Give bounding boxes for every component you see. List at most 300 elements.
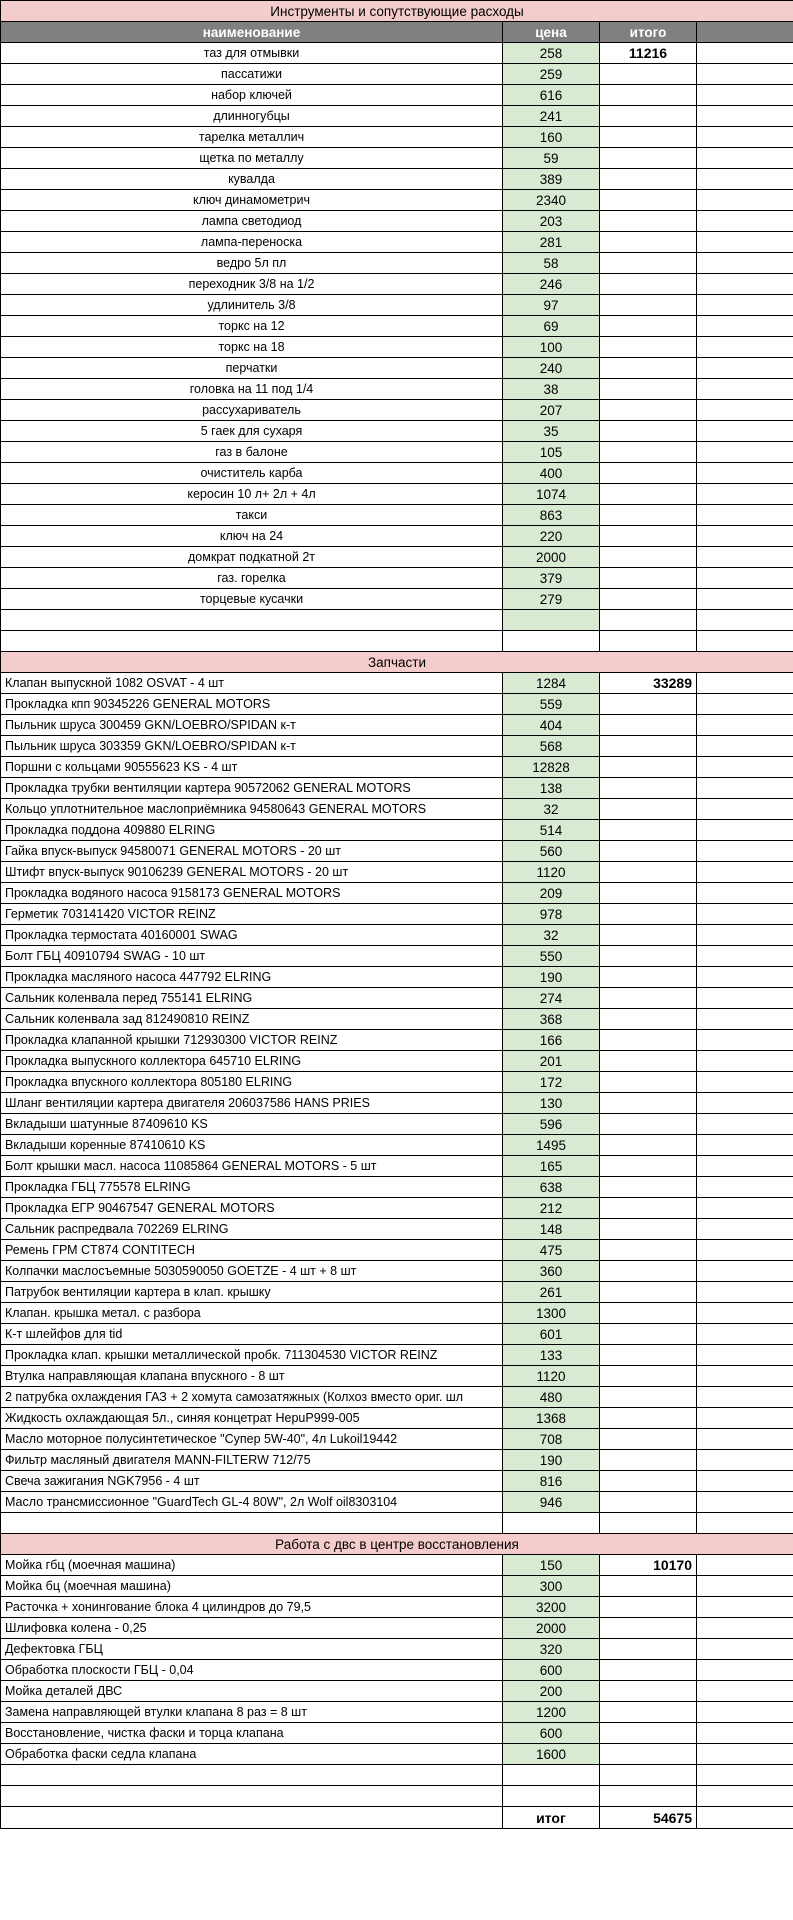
empty-cell[interactable] (600, 1702, 697, 1723)
item-name-cell[interactable]: Кольцо уплотнительное маслоприёмника 94580643 GENERAL MOTORS (1, 799, 503, 820)
item-price-cell[interactable]: 97 (503, 295, 600, 316)
empty-cell[interactable] (600, 232, 697, 253)
empty-cell[interactable] (697, 1282, 793, 1303)
item-name-cell[interactable]: Колпачки маслосъемные 5030590050 GOETZE - 4 шт + 8 шт (1, 1261, 503, 1282)
item-price-cell[interactable]: 863 (503, 505, 600, 526)
empty-cell[interactable] (697, 547, 793, 568)
header-total[interactable]: итого (600, 22, 697, 43)
item-price-cell[interactable]: 274 (503, 988, 600, 1009)
empty-cell[interactable] (600, 253, 697, 274)
item-price-cell[interactable]: 261 (503, 1282, 600, 1303)
item-name-cell[interactable]: тарелка металлич (1, 127, 503, 148)
item-name-cell[interactable]: керосин 10 л+ 2л + 4л (1, 484, 503, 505)
empty-cell[interactable] (697, 526, 793, 547)
item-name-cell[interactable]: Мойка деталей ДВС (1, 1681, 503, 1702)
empty-cell[interactable] (697, 127, 793, 148)
item-name-cell[interactable]: Замена направляющей втулки клапана 8 раз = 8 шт (1, 1702, 503, 1723)
item-price-cell[interactable]: 550 (503, 946, 600, 967)
empty-cell[interactable] (697, 673, 793, 694)
empty-cell[interactable] (697, 883, 793, 904)
empty-cell[interactable] (697, 1681, 793, 1702)
item-name-cell[interactable]: ключ динамометрич (1, 190, 503, 211)
item-price-cell[interactable]: 209 (503, 883, 600, 904)
empty-cell[interactable] (600, 1198, 697, 1219)
item-name-cell[interactable]: Масло моторное полусинтетическое "Супер 5W-40", 4л Lukoil19442 (1, 1429, 503, 1450)
item-name-cell[interactable]: переходник 3/8 на 1/2 (1, 274, 503, 295)
empty-cell[interactable] (600, 337, 697, 358)
empty-cell[interactable] (600, 988, 697, 1009)
item-name-cell[interactable]: Мойка бц (моечная машина) (1, 1576, 503, 1597)
empty-cell[interactable] (697, 1702, 793, 1723)
item-name-cell[interactable]: 2 патрубка охлаждения ГАЗ + 2 хомута самозатяжных (Колхоз вместо ориг. шл (1, 1387, 503, 1408)
item-price-cell[interactable]: 212 (503, 1198, 600, 1219)
item-price-cell[interactable]: 514 (503, 820, 600, 841)
empty-cell[interactable] (600, 1492, 697, 1513)
item-name-cell[interactable]: Прокладка водяного насоса 9158173 GENERAL MOTORS (1, 883, 503, 904)
grand-total-label[interactable]: итог (503, 1807, 600, 1829)
item-price-cell[interactable]: 279 (503, 589, 600, 610)
empty-cell[interactable] (697, 988, 793, 1009)
empty-cell[interactable] (600, 1030, 697, 1051)
item-name-cell[interactable]: Клапан выпускной 1082 OSVAT - 4 шт (1, 673, 503, 694)
empty-cell[interactable] (600, 1051, 697, 1072)
works-section-title[interactable]: Работа с двс в центре восстановления (1, 1534, 793, 1555)
empty-cell[interactable] (600, 1135, 697, 1156)
item-price-cell[interactable]: 1600 (503, 1744, 600, 1765)
empty-cell[interactable] (600, 1618, 697, 1639)
empty-cell[interactable] (600, 862, 697, 883)
item-price-cell[interactable]: 133 (503, 1345, 600, 1366)
works-total-cell[interactable]: 10170 (600, 1555, 697, 1576)
item-name-cell[interactable]: Обработка фаски седла клапана (1, 1744, 503, 1765)
item-price-cell[interactable]: 404 (503, 715, 600, 736)
empty-cell[interactable] (600, 1093, 697, 1114)
empty-cell[interactable] (697, 967, 793, 988)
item-price-cell[interactable]: 200 (503, 1681, 600, 1702)
empty-cell[interactable] (697, 757, 793, 778)
empty-cell[interactable] (697, 1660, 793, 1681)
empty-cell[interactable] (697, 1450, 793, 1471)
item-price-cell[interactable]: 568 (503, 736, 600, 757)
empty-cell[interactable] (600, 127, 697, 148)
empty-cell[interactable] (600, 736, 697, 757)
item-price-cell[interactable]: 475 (503, 1240, 600, 1261)
item-name-cell[interactable]: торкс на 18 (1, 337, 503, 358)
empty-cell[interactable] (697, 148, 793, 169)
empty-cell[interactable] (600, 1723, 697, 1744)
item-price-cell[interactable]: 12828 (503, 757, 600, 778)
item-name-cell[interactable]: торкс на 12 (1, 316, 503, 337)
item-price-cell[interactable]: 148 (503, 1219, 600, 1240)
empty-cell[interactable] (600, 841, 697, 862)
item-price-cell[interactable]: 241 (503, 106, 600, 127)
empty-cell[interactable] (600, 568, 697, 589)
item-price-cell[interactable]: 601 (503, 1324, 600, 1345)
item-name-cell[interactable]: Шлифовка колена - 0,25 (1, 1618, 503, 1639)
item-name-cell[interactable]: Поршни с кольцами 90555623 KS - 4 шт (1, 757, 503, 778)
item-name-cell[interactable]: головка на 11 под 1/4 (1, 379, 503, 400)
empty-cell[interactable] (697, 1429, 793, 1450)
empty-cell[interactable] (697, 736, 793, 757)
empty-cell[interactable] (697, 442, 793, 463)
empty-cell[interactable] (600, 463, 697, 484)
empty-cell[interactable] (697, 715, 793, 736)
header-price[interactable]: цена (503, 22, 600, 43)
item-name-cell[interactable]: К-т шлейфов для tid (1, 1324, 503, 1345)
item-price-cell[interactable]: 320 (503, 1639, 600, 1660)
empty-cell[interactable] (600, 85, 697, 106)
item-price-cell[interactable]: 616 (503, 85, 600, 106)
item-price-cell[interactable]: 207 (503, 400, 600, 421)
empty-cell[interactable] (697, 1009, 793, 1030)
empty-cell[interactable] (600, 526, 697, 547)
empty-cell[interactable] (697, 568, 793, 589)
empty-cell[interactable] (697, 1219, 793, 1240)
empty-cell[interactable] (697, 1639, 793, 1660)
empty-cell[interactable] (697, 337, 793, 358)
item-price-cell[interactable]: 1074 (503, 484, 600, 505)
item-price-cell[interactable]: 58 (503, 253, 600, 274)
item-name-cell[interactable]: Фильтр масляный двигателя MANN-FILTERW 712/75 (1, 1450, 503, 1471)
empty-cell[interactable] (600, 169, 697, 190)
item-price-cell[interactable]: 1368 (503, 1408, 600, 1429)
empty-cell[interactable] (697, 169, 793, 190)
item-price-cell[interactable]: 1495 (503, 1135, 600, 1156)
grand-total-empty[interactable] (697, 1807, 793, 1829)
header-name[interactable]: наименование (1, 22, 503, 43)
empty-cell[interactable] (600, 1177, 697, 1198)
empty-cell[interactable] (600, 505, 697, 526)
empty-cell[interactable] (697, 1030, 793, 1051)
item-name-cell[interactable]: Прокладка впускного коллектора 805180 ELRING (1, 1072, 503, 1093)
empty-cell[interactable] (697, 1744, 793, 1765)
empty-cell[interactable] (600, 1660, 697, 1681)
empty-cell[interactable] (600, 589, 697, 610)
item-price-cell[interactable]: 600 (503, 1723, 600, 1744)
item-price-cell[interactable]: 32 (503, 925, 600, 946)
empty-cell[interactable] (600, 1303, 697, 1324)
item-name-cell[interactable]: Прокладка масляного насоса 447792 ELRING (1, 967, 503, 988)
item-price-cell[interactable]: 38 (503, 379, 600, 400)
empty-cell[interactable] (600, 1450, 697, 1471)
item-name-cell[interactable]: лампа-переноска (1, 232, 503, 253)
item-price-cell[interactable]: 100 (503, 337, 600, 358)
item-price-cell[interactable]: 400 (503, 463, 600, 484)
empty-cell[interactable] (600, 820, 697, 841)
item-name-cell[interactable]: длинногубцы (1, 106, 503, 127)
empty-cell[interactable] (600, 358, 697, 379)
empty-cell[interactable] (600, 1219, 697, 1240)
empty-cell[interactable] (697, 1051, 793, 1072)
item-name-cell[interactable]: Дефектовка ГБЦ (1, 1639, 503, 1660)
item-name-cell[interactable]: Свеча зажигания NGK7956 - 4 шт (1, 1471, 503, 1492)
item-name-cell[interactable]: Прокладка клап. крышки металлической пробк. 711304530 VICTOR REINZ (1, 1345, 503, 1366)
item-name-cell[interactable]: Расточка + хонингование блока 4 цилиндров до 79,5 (1, 1597, 503, 1618)
item-price-cell[interactable]: 160 (503, 127, 600, 148)
item-name-cell[interactable]: перчатки (1, 358, 503, 379)
empty-cell[interactable] (600, 106, 697, 127)
empty-cell[interactable] (697, 1303, 793, 1324)
item-name-cell[interactable]: Пыльник шруса 300459 GKN/LOEBRO/SPIDAN к-т (1, 715, 503, 736)
empty-cell[interactable] (697, 85, 793, 106)
empty-cell[interactable] (600, 1639, 697, 1660)
item-price-cell[interactable]: 172 (503, 1072, 600, 1093)
item-name-cell[interactable]: торцевые кусачки (1, 589, 503, 610)
empty-cell[interactable] (600, 1282, 697, 1303)
item-price-cell[interactable]: 2000 (503, 547, 600, 568)
item-name-cell[interactable]: такси (1, 505, 503, 526)
item-name-cell[interactable]: Прокладка ЕГР 90467547 GENERAL MOTORS (1, 1198, 503, 1219)
empty-cell[interactable] (697, 400, 793, 421)
item-price-cell[interactable]: 638 (503, 1177, 600, 1198)
item-price-cell[interactable]: 559 (503, 694, 600, 715)
item-name-cell[interactable]: ведро 5л пл (1, 253, 503, 274)
item-name-cell[interactable]: кувалда (1, 169, 503, 190)
item-price-cell[interactable]: 2340 (503, 190, 600, 211)
item-name-cell[interactable]: набор ключей (1, 85, 503, 106)
empty-cell[interactable] (600, 1408, 697, 1429)
empty-cell[interactable] (600, 1366, 697, 1387)
item-name-cell[interactable]: Болт крышки масл. насоса 11085864 GENERAL MOTORS - 5 шт (1, 1156, 503, 1177)
empty-cell[interactable] (600, 715, 697, 736)
item-name-cell[interactable]: газ. горелка (1, 568, 503, 589)
item-name-cell[interactable]: Обработка плоскости ГБЦ - 0,04 (1, 1660, 503, 1681)
empty-cell[interactable] (600, 1744, 697, 1765)
item-name-cell[interactable]: Пыльник шруса 303359 GKN/LOEBRO/SPIDAN к-т (1, 736, 503, 757)
empty-cell[interactable] (697, 64, 793, 85)
empty-cell[interactable] (600, 883, 697, 904)
empty-cell[interactable] (697, 421, 793, 442)
empty-cell[interactable] (697, 1240, 793, 1261)
item-price-cell[interactable]: 59 (503, 148, 600, 169)
item-price-cell[interactable]: 138 (503, 778, 600, 799)
item-price-cell[interactable]: 150 (503, 1555, 600, 1576)
empty-cell[interactable] (697, 694, 793, 715)
item-price-cell[interactable]: 1284 (503, 673, 600, 694)
item-name-cell[interactable]: Мойка гбц (моечная машина) (1, 1555, 503, 1576)
item-price-cell[interactable]: 946 (503, 1492, 600, 1513)
item-name-cell[interactable]: пассатижи (1, 64, 503, 85)
item-price-cell[interactable]: 816 (503, 1471, 600, 1492)
item-name-cell[interactable]: домкрат подкатной 2т (1, 547, 503, 568)
parts-total-cell[interactable]: 33289 (600, 673, 697, 694)
item-name-cell[interactable]: Клапан. крышка метал. с разбора (1, 1303, 503, 1324)
tools-total-cell[interactable]: 11216 (600, 43, 697, 64)
empty-cell[interactable] (697, 274, 793, 295)
item-price-cell[interactable]: 560 (503, 841, 600, 862)
empty-cell[interactable] (697, 904, 793, 925)
empty-cell[interactable] (697, 106, 793, 127)
item-name-cell[interactable]: Прокладка клапанной крышки 712930300 VICTOR REINZ (1, 1030, 503, 1051)
item-name-cell[interactable]: 5 гаек для сухаря (1, 421, 503, 442)
empty-cell[interactable] (697, 1261, 793, 1282)
empty-cell[interactable] (600, 379, 697, 400)
empty-cell[interactable] (600, 1681, 697, 1702)
item-name-cell[interactable]: Втулка направляющая клапана впускного - 8 шт (1, 1366, 503, 1387)
empty-cell[interactable] (600, 1471, 697, 1492)
item-price-cell[interactable]: 259 (503, 64, 600, 85)
item-name-cell[interactable]: Сальник коленвала зад 812490810 REINZ (1, 1009, 503, 1030)
empty-cell[interactable] (697, 43, 793, 64)
item-name-cell[interactable]: Болт ГБЦ 40910794 SWAG - 10 шт (1, 946, 503, 967)
empty-cell[interactable] (697, 841, 793, 862)
item-price-cell[interactable]: 166 (503, 1030, 600, 1051)
empty-cell[interactable] (600, 904, 697, 925)
empty-cell[interactable] (600, 925, 697, 946)
empty-cell[interactable] (697, 484, 793, 505)
empty-cell[interactable] (697, 1576, 793, 1597)
empty-cell[interactable] (697, 1093, 793, 1114)
item-price-cell[interactable]: 3200 (503, 1597, 600, 1618)
empty-cell[interactable] (600, 1156, 697, 1177)
empty-cell[interactable] (697, 1366, 793, 1387)
empty-cell[interactable] (697, 589, 793, 610)
item-price-cell[interactable]: 258 (503, 43, 600, 64)
item-price-cell[interactable]: 300 (503, 1576, 600, 1597)
item-name-cell[interactable]: Прокладка термостата 40160001 SWAG (1, 925, 503, 946)
empty-cell[interactable] (600, 1072, 697, 1093)
item-price-cell[interactable]: 246 (503, 274, 600, 295)
item-name-cell[interactable]: рассухариватель (1, 400, 503, 421)
item-name-cell[interactable]: Восстановление, чистка фаски и торца клапана (1, 1723, 503, 1744)
item-name-cell[interactable]: Гайка впуск-выпуск 94580071 GENERAL MOTORS - 20 шт (1, 841, 503, 862)
empty-cell[interactable] (697, 1177, 793, 1198)
item-name-cell[interactable]: Ремень ГРМ CT874 CONTITECH (1, 1240, 503, 1261)
grand-total-spacer[interactable] (1, 1807, 503, 1829)
empty-cell[interactable] (697, 1114, 793, 1135)
empty-cell[interactable] (697, 1345, 793, 1366)
item-name-cell[interactable]: Прокладка ГБЦ 775578 ELRING (1, 1177, 503, 1198)
item-name-cell[interactable]: Сальник распредвала 702269 ELRING (1, 1219, 503, 1240)
item-price-cell[interactable]: 35 (503, 421, 600, 442)
item-price-cell[interactable]: 360 (503, 1261, 600, 1282)
empty-cell[interactable] (697, 379, 793, 400)
empty-cell[interactable] (600, 547, 697, 568)
item-price-cell[interactable]: 600 (503, 1660, 600, 1681)
item-price-cell[interactable]: 220 (503, 526, 600, 547)
item-name-cell[interactable]: Прокладка выпускного коллектора 645710 ELRING (1, 1051, 503, 1072)
item-name-cell[interactable]: Вкладыши коренные 87410610 KS (1, 1135, 503, 1156)
item-price-cell[interactable]: 1300 (503, 1303, 600, 1324)
empty-cell[interactable] (697, 1618, 793, 1639)
grand-total-value[interactable]: 54675 (600, 1807, 697, 1829)
empty-cell[interactable] (697, 925, 793, 946)
empty-cell[interactable] (697, 820, 793, 841)
item-name-cell[interactable]: Масло трансмиссионное "GuardTech GL-4 80W", 2л Wolf oil8303104 (1, 1492, 503, 1513)
empty-cell[interactable] (697, 463, 793, 484)
item-name-cell[interactable]: Прокладка кпп 90345226 GENERAL MOTORS (1, 694, 503, 715)
empty-cell[interactable] (600, 295, 697, 316)
parts-section-title[interactable]: Запчасти (1, 652, 793, 673)
empty-cell[interactable] (697, 1198, 793, 1219)
item-price-cell[interactable]: 389 (503, 169, 600, 190)
item-price-cell[interactable]: 1200 (503, 1702, 600, 1723)
empty-cell[interactable] (600, 64, 697, 85)
empty-cell[interactable] (697, 946, 793, 967)
empty-cell[interactable] (697, 505, 793, 526)
item-name-cell[interactable]: газ в балоне (1, 442, 503, 463)
empty-cell[interactable] (697, 1555, 793, 1576)
item-name-cell[interactable]: щетка по металлу (1, 148, 503, 169)
empty-cell[interactable] (697, 190, 793, 211)
item-price-cell[interactable]: 1120 (503, 1366, 600, 1387)
item-price-cell[interactable]: 379 (503, 568, 600, 589)
empty-cell[interactable] (600, 148, 697, 169)
item-price-cell[interactable]: 978 (503, 904, 600, 925)
empty-cell[interactable] (600, 799, 697, 820)
empty-cell[interactable] (697, 1471, 793, 1492)
item-price-cell[interactable]: 708 (503, 1429, 600, 1450)
empty-cell[interactable] (697, 316, 793, 337)
item-name-cell[interactable]: лампа светодиод (1, 211, 503, 232)
empty-cell[interactable] (600, 1240, 697, 1261)
empty-cell[interactable] (600, 400, 697, 421)
item-price-cell[interactable]: 201 (503, 1051, 600, 1072)
item-price-cell[interactable]: 1120 (503, 862, 600, 883)
item-price-cell[interactable]: 165 (503, 1156, 600, 1177)
empty-cell[interactable] (600, 946, 697, 967)
item-name-cell[interactable]: очиститель карба (1, 463, 503, 484)
empty-cell[interactable] (600, 190, 697, 211)
empty-cell[interactable] (697, 1723, 793, 1744)
item-name-cell[interactable]: таз для отмывки (1, 43, 503, 64)
item-price-cell[interactable]: 596 (503, 1114, 600, 1135)
item-name-cell[interactable]: удлинитель 3/8 (1, 295, 503, 316)
empty-cell[interactable] (600, 694, 697, 715)
header-empty[interactable] (697, 22, 793, 43)
empty-cell[interactable] (697, 358, 793, 379)
empty-cell[interactable] (697, 1387, 793, 1408)
empty-cell[interactable] (697, 232, 793, 253)
empty-cell[interactable] (697, 1324, 793, 1345)
item-name-cell[interactable]: Жидкость охлаждающая 5л., синяя концетрат НерuР999-005 (1, 1408, 503, 1429)
empty-cell[interactable] (600, 1324, 697, 1345)
item-price-cell[interactable]: 69 (503, 316, 600, 337)
empty-cell[interactable] (600, 778, 697, 799)
item-name-cell[interactable]: Шланг вентиляции картера двигателя 206037586 HANS PRIES (1, 1093, 503, 1114)
empty-cell[interactable] (600, 211, 697, 232)
empty-cell[interactable] (600, 757, 697, 778)
item-name-cell[interactable]: Вкладыши шатунные 87409610 KS (1, 1114, 503, 1135)
item-name-cell[interactable]: Штифт впуск-выпуск 90106239 GENERAL MOTORS - 20 шт (1, 862, 503, 883)
item-name-cell[interactable]: Сальник коленвала перед 755141 ELRING (1, 988, 503, 1009)
empty-cell[interactable] (600, 442, 697, 463)
empty-cell[interactable] (600, 484, 697, 505)
item-price-cell[interactable]: 203 (503, 211, 600, 232)
empty-cell[interactable] (697, 211, 793, 232)
empty-cell[interactable] (697, 253, 793, 274)
empty-cell[interactable] (600, 967, 697, 988)
item-price-cell[interactable]: 32 (503, 799, 600, 820)
item-price-cell[interactable]: 368 (503, 1009, 600, 1030)
empty-cell[interactable] (600, 421, 697, 442)
empty-cell[interactable] (697, 1492, 793, 1513)
item-price-cell[interactable]: 130 (503, 1093, 600, 1114)
tools-section-title[interactable]: Инструменты и сопутствующие расходы (1, 1, 793, 22)
empty-cell[interactable] (600, 1576, 697, 1597)
empty-cell[interactable] (697, 778, 793, 799)
empty-cell[interactable] (600, 1597, 697, 1618)
item-price-cell[interactable]: 190 (503, 967, 600, 988)
item-price-cell[interactable]: 240 (503, 358, 600, 379)
empty-cell[interactable] (600, 1345, 697, 1366)
item-price-cell[interactable]: 190 (503, 1450, 600, 1471)
item-name-cell[interactable]: Прокладка поддона 409880 ELRING (1, 820, 503, 841)
empty-cell[interactable] (600, 1387, 697, 1408)
empty-cell[interactable] (600, 1261, 697, 1282)
item-price-cell[interactable]: 2000 (503, 1618, 600, 1639)
item-price-cell[interactable]: 281 (503, 232, 600, 253)
